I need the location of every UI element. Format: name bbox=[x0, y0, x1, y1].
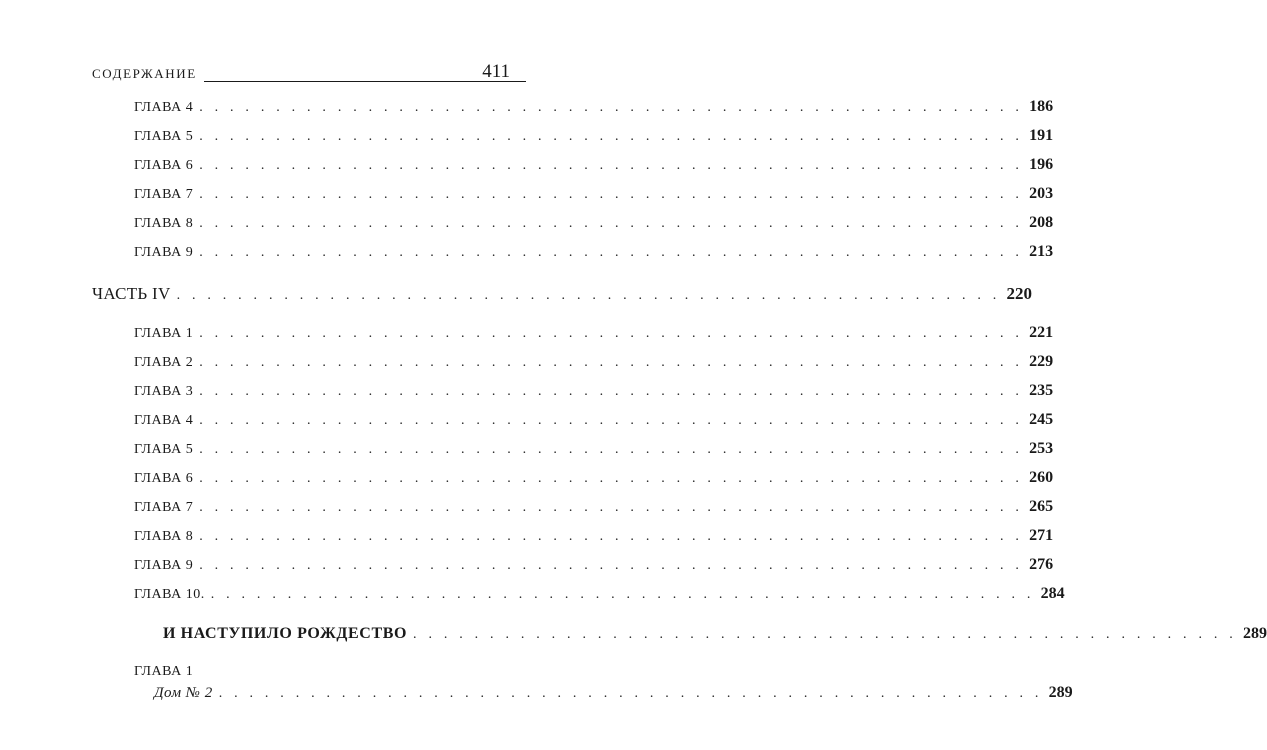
toc-entry bbox=[134, 156, 1054, 174]
leader-dots: . . . . . . . . . . . . . . . . . . . . . . . . . . . . . . . . . . . . . . . . . . . . . . . . . . . . . . bbox=[199, 558, 1024, 573]
toc-entry-label: ГЛАВА 1 bbox=[134, 326, 194, 341]
toc-entry-page: 203 bbox=[1029, 185, 1054, 202]
toc-entry-label: ГЛАВА 8 bbox=[134, 216, 194, 231]
header-title: СОДЕРЖАНИЕ bbox=[92, 66, 197, 81]
toc-entry-page: 229 bbox=[1029, 353, 1054, 370]
leader-dots: . . . . . . . . . . . . . . . . . . . . . . . . . . . . . . . . . . . . . . . . . . . . . . . . . . . . . . bbox=[199, 245, 1024, 260]
leader-dots: . . . . . . . . . . . . . . . . . . . . . . . . . . . . . . . . . . . . . . . . . . . . . . . . . . . . . . bbox=[199, 413, 1024, 428]
toc-entry-label: ГЛАВА 4 bbox=[134, 100, 194, 115]
toc-entry bbox=[134, 556, 1054, 574]
toc-entry-label: ГЛАВА 4 bbox=[134, 413, 194, 428]
toc-entry-page: 245 bbox=[1029, 411, 1054, 428]
toc-entry-label: ГЛАВА 3 bbox=[134, 384, 194, 399]
toc-entry-label: ГЛАВА 9 bbox=[134, 558, 194, 573]
leader-dots: . . . . . . . . . . . . . . . . . . . . . . . . . . . . . . . . . . . . . . . . . . . . . . . . . . . . . . bbox=[199, 187, 1024, 202]
toc-entry bbox=[134, 411, 1054, 429]
toc-entry-page: 265 bbox=[1029, 498, 1054, 515]
toc-entry-page: 260 bbox=[1029, 469, 1054, 486]
leader-dots: . . . . . . . . . . . . . . . . . . . . . . . . . . . . . . . . . . . . . . . . . . . . . . . . . . . . . . bbox=[413, 627, 1237, 642]
toc-part-label: ЧАСТЬ IV bbox=[92, 284, 171, 303]
toc-entry bbox=[134, 353, 1054, 371]
toc-entry bbox=[134, 527, 1054, 545]
leader-dots: . . . . . . . . . . . . . . . . . . . . . . . . . . . . . . . . . . . . . . . . . . . . . . . . . . . . . . bbox=[199, 158, 1024, 173]
leader-dots: . . . . . . . . . . . . . . . . . . . . . . . . . . . . . . . . . . . . . . . . . . . . . . . . . . . . . . bbox=[218, 686, 1043, 701]
toc-entry bbox=[134, 243, 1054, 261]
toc-entry-page: 191 bbox=[1029, 127, 1054, 144]
leader-dots: . . . . . . . . . . . . . . . . . . . . . . . . . . . . . . . . . . . . . . . . . . . . . . . . . . . . . . bbox=[199, 326, 1024, 341]
leader-dots: . . . . . . . . . . . . . . . . . . . . . . . . . . . . . . . . . . . . . . . . . . . . . . . . . . . . . . bbox=[199, 529, 1024, 544]
toc-entry-page: 186 bbox=[1029, 98, 1054, 115]
toc-entry-page: 221 bbox=[1029, 324, 1054, 341]
toc-entry-label: ГЛАВА 5 bbox=[134, 442, 194, 457]
toc-entry-page: 196 bbox=[1029, 156, 1054, 173]
toc-subentry-page: 289 bbox=[1048, 684, 1073, 701]
leader-dots: . . . . . . . . . . . . . . . . . . . . . . . . . . . . . . . . . . . . . . . . . . . . . . . . . . . . . . bbox=[176, 288, 1001, 303]
toc-entry bbox=[134, 382, 1054, 400]
toc-entry bbox=[134, 98, 1054, 116]
toc-part-page: 220 bbox=[1006, 284, 1032, 303]
toc-entry bbox=[134, 440, 1054, 458]
toc-entry-label: ГЛАВА 6 bbox=[134, 158, 194, 173]
toc-subentry bbox=[154, 684, 1073, 702]
toc-entry-page: 276 bbox=[1029, 556, 1054, 573]
toc-entry bbox=[134, 214, 1054, 232]
toc-entry-page: 208 bbox=[1029, 214, 1054, 231]
toc-entry-label: ГЛАВА 9 bbox=[134, 245, 194, 260]
toc-entry-label: ГЛАВА 7 bbox=[134, 187, 194, 202]
toc-entry-page: 284 bbox=[1040, 585, 1065, 602]
page-number: 411 bbox=[482, 61, 510, 82]
toc-entry bbox=[134, 469, 1054, 487]
toc-entry-label: ГЛАВА 10. bbox=[134, 587, 205, 602]
running-header bbox=[92, 61, 510, 92]
toc-entry-page: 253 bbox=[1029, 440, 1054, 457]
toc-entry-label: ГЛАВА 2 bbox=[134, 355, 194, 370]
leader-dots: . . . . . . . . . . . . . . . . . . . . . . . . . . . . . . . . . . . . . . . . . . . . . . . . . . . . . . bbox=[199, 216, 1024, 231]
leader-dots: . . . . . . . . . . . . . . . . . . . . . . . . . . . . . . . . . . . . . . . . . . . . . . . . . . . . . . bbox=[199, 442, 1024, 457]
toc-entry bbox=[134, 127, 1054, 145]
toc-entry-label: ГЛАВА 6 bbox=[134, 471, 194, 486]
toc-part-entry bbox=[92, 284, 1032, 304]
header-rule bbox=[204, 81, 526, 82]
toc-entry-label: ГЛАВА 5 bbox=[134, 129, 194, 144]
leader-dots: . . . . . . . . . . . . . . . . . . . . . . . . . . . . . . . . . . . . . . . . . . . . . . . . . . . . . . bbox=[210, 587, 1035, 602]
toc-entry-page: 235 bbox=[1029, 382, 1054, 399]
leader-dots: . . . . . . . . . . . . . . . . . . . . . . . . . . . . . . . . . . . . . . . . . . . . . . . . . . . . . . bbox=[199, 129, 1024, 144]
toc-entry-page: 271 bbox=[1029, 527, 1054, 544]
toc-entry-page: 213 bbox=[1029, 243, 1054, 260]
toc-entry bbox=[134, 185, 1054, 203]
toc-subentry-label: Дом № 2 bbox=[154, 685, 213, 701]
leader-dots: . . . . . . . . . . . . . . . . . . . . . . . . . . . . . . . . . . . . . . . . . . . . . . . . . . . . . . bbox=[199, 384, 1024, 399]
leader-dots: . . . . . . . . . . . . . . . . . . . . . . . . . . . . . . . . . . . . . . . . . . . . . . . . . . . . . . bbox=[199, 471, 1024, 486]
toc-section-entry bbox=[163, 625, 1267, 643]
leader-dots: . . . . . . . . . . . . . . . . . . . . . . . . . . . . . . . . . . . . . . . . . . . . . . . . . . . . . . bbox=[199, 500, 1024, 515]
toc-section-label: И НАСТУПИЛО РОЖДЕСТВО bbox=[163, 625, 408, 642]
toc-entry-label: ГЛАВА 1 bbox=[134, 664, 194, 679]
toc-section-page: 289 bbox=[1242, 625, 1267, 642]
leader-dots: . . . . . . . . . . . . . . . . . . . . . . . . . . . . . . . . . . . . . . . . . . . . . . . . . . . . . . bbox=[199, 100, 1024, 115]
toc-entry-label: ГЛАВА 7 bbox=[134, 500, 194, 515]
toc-entry bbox=[134, 498, 1054, 516]
toc-entry bbox=[134, 324, 1054, 342]
toc-entry-label: ГЛАВА 8 bbox=[134, 529, 194, 544]
toc-entry bbox=[134, 585, 1065, 603]
leader-dots: . . . . . . . . . . . . . . . . . . . . . . . . . . . . . . . . . . . . . . . . . . . . . . . . . . . . . . bbox=[199, 355, 1024, 370]
